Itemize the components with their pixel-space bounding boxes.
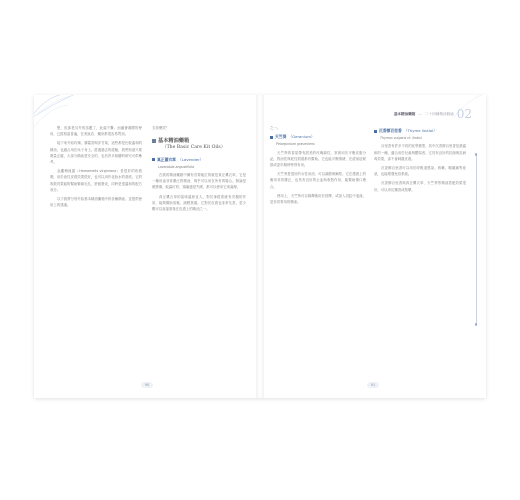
page-number-right: 91 <box>367 382 379 388</box>
header-separator: — <box>418 112 422 116</box>
right-page <box>260 95 486 398</box>
paragraph: 天竺葵的香氣帶有甜美的玫瑰調性，常被用於平衡皮脂分泌，對油性與乾性肌膚都有幫助。它也能平衡情緒，在經前症候群或更年期時特別有用。 <box>270 150 366 168</box>
paragraph: 真正薰衣草的氣味溫和宜人，對於神經系統有安撫的作用，能夠幫助放鬆、減輕焦慮。它對於皮膚也非常友善，是少數可以直接塗抹在皮膚上的精油之一。 <box>152 194 246 212</box>
left-col-1 <box>50 125 142 211</box>
book-gutter <box>256 95 264 398</box>
oil-name-cn: 沉香醇百里香 <box>379 128 402 133</box>
margin-dot-icon <box>475 153 478 156</box>
oil-name-en: （Thyme linalol） <box>403 128 437 133</box>
margin-dot-icon <box>475 323 478 326</box>
bullet-icon <box>152 158 155 161</box>
heading-marker-icon <box>152 139 156 143</box>
oil-title-lavender <box>152 157 246 163</box>
page-number-left: 90 <box>141 382 153 388</box>
header-section: 基本精油藥箱 <box>393 111 416 116</box>
left-page <box>34 95 260 398</box>
left-col-2 <box>152 125 246 215</box>
text-line: 支持療效？ <box>152 126 169 130</box>
paragraph: 在我的精油藥箱中擁有首要地位的就是真正薰衣草，它是一種用途非常廣泛的精油，幾乎可以用在所有的場合。無論是燒燙傷、蚊蟲叮咬、頭痛還是失眠，都可以使用它來處理。 <box>152 173 246 190</box>
oil-title-thyme <box>374 128 466 134</box>
oil-title-geranium <box>270 134 366 140</box>
paragraph: 使用上，天竺葵可以稀釋後用於按摩，或加入浴缸中泡澡，是非常實用的精油。 <box>270 193 366 205</box>
margin-rule <box>476 155 477 325</box>
leaf-decoration-icon <box>450 95 486 121</box>
oil-name-en: （Geranium） <box>288 134 315 140</box>
chapter-number: 02 <box>456 107 472 121</box>
right-col-1 <box>270 125 366 208</box>
bullet-icon <box>270 136 273 139</box>
oil-latin-name: Thymus vulgaris ct. linalol <box>380 136 422 141</box>
paragraph: 百里香有許多不同的化學類型，其中沉香醇百里香是最溫和的一種，適合用於兒童與體弱者。它具有良好的抗菌與抗病毒效果，卻不會刺激皮膚。 <box>374 144 466 161</box>
oil-latin-name: Pelargonium graveolens <box>276 142 315 147</box>
text-line: 之一。 <box>270 126 281 130</box>
paragraph: 金縷梅純露（Hamamelis virginiana）是很好的收斂劑，用於油性皮膚效果很好，也可以用作化妝水的基底。它的收斂效果能夠幫助緊緻毛孔、舒緩發炎，同時是很溫和的配方成分。 <box>50 169 142 192</box>
paragraph: 沉香醇百里香與真正薰衣草、天竺葵等精油搭配效果很好，可以用於擴香或按摩。 <box>374 181 466 192</box>
right-col-2 <box>374 125 466 196</box>
section-heading <box>152 138 246 144</box>
oil-name-cn: 天竺葵 <box>275 134 287 140</box>
paragraph: 天竺葵是很好的女性用油，可以調節荷爾蒙。它在護膚上的應用非常廣泛，也具有良好的止血與收斂作用，能幫助傷口癒合。 <box>270 172 366 189</box>
section-heading-cn: 基本精油藥箱 <box>158 138 190 145</box>
leaf-decoration-icon <box>34 95 88 129</box>
bullet-icon <box>374 130 377 133</box>
oil-latin-name: Lavandula angustifolia <box>158 164 195 169</box>
header-subtitle: 二十四種精油個論 <box>424 111 454 116</box>
paragraph: 以下我將分別介紹基本精油藥箱中的各種精油，並提供使用上的建議。 <box>50 197 142 208</box>
book-spread <box>34 95 486 398</box>
oil-name-en: （Lavender） <box>177 156 204 162</box>
paragraph: 想，但那是另外的話題了，此處不贅。而蘆薈凝膠的使用，已經相當普遍，在美妝店、藥房都很容易買到。 <box>50 126 142 137</box>
paragraph: 沉香醇百里香可以用於呼吸道感染、咳嗽、喉嚨痛等症狀，也能增強免疫系統。 <box>374 166 466 177</box>
paragraph: 接下來介紹玫瑰、廣藿香與洋甘菊，這些都是比較溫和的精油，也適合用在孩子身上。經過過去的經驗，我們知道只要劑量正確，大部分精油是安全的，也有許多相關的研究可供參考。 <box>50 141 142 165</box>
oil-name-cn: 真正薰衣草 <box>157 156 176 162</box>
section-heading-en: （The Basic Care Kit Oils） <box>162 145 226 151</box>
